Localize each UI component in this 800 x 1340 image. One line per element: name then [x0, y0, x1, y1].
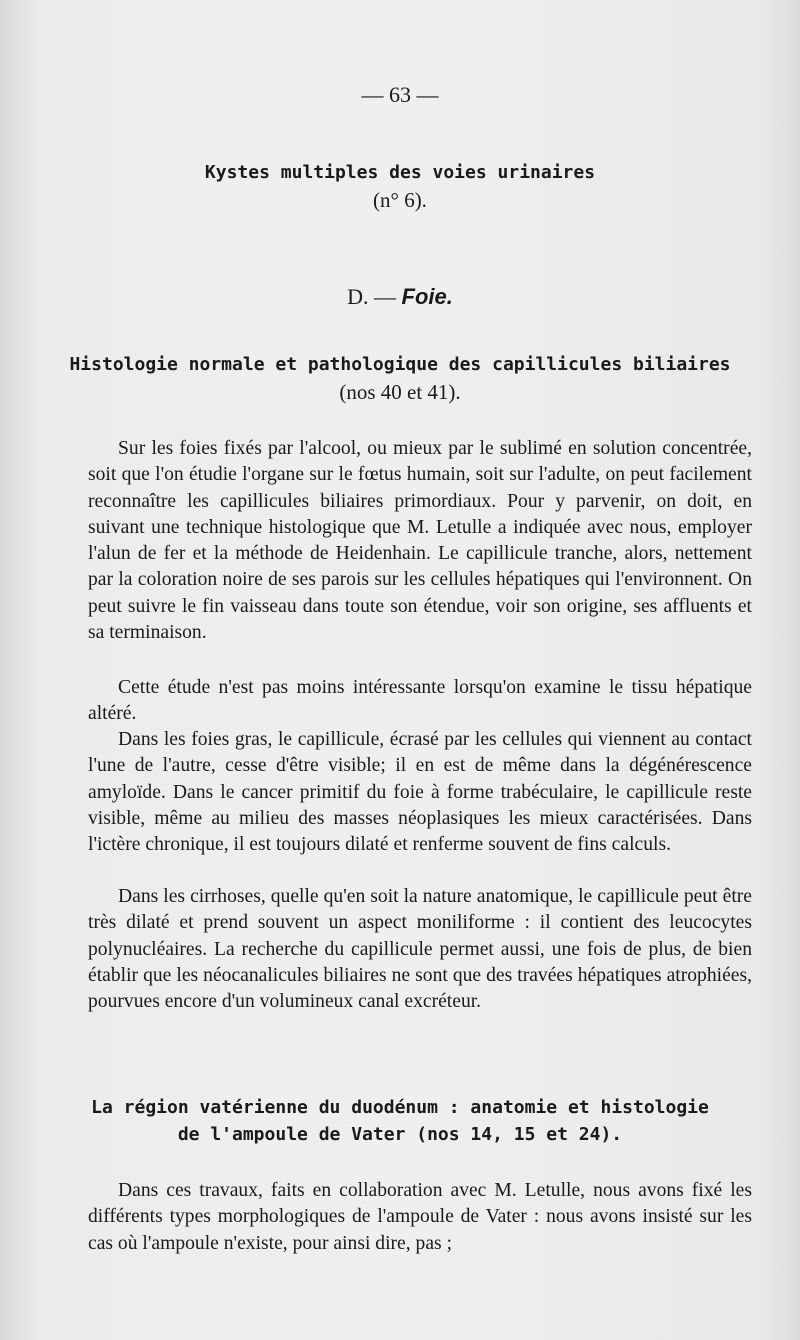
paragraph-5: Dans ces travaux, faits en collaboration avec M. Letulle, nous avons fixé les différents types morphologiques de l'ampoule de Vater : nous avons insisté sur les cas où l'ampoule n'existe, pour ainsi dire, pas ;: [88, 1180, 752, 1254]
section-heading-foie: [0, 284, 800, 310]
section-ref-kystes: (n° 6).: [373, 188, 427, 212]
paragraph-2: Cette étude n'est pas moins intéressante lorsqu'on examine le tissu hépatique altéré.: [88, 677, 752, 725]
paragraph-4: Dans les cirrhoses, quelle qu'en soit la nature anatomique, le capillicule peut être très dilaté et prend souvent un aspect moniliforme : il contient des leucocytes polynucléaires. La recherche du capillicule permet aussi, une fois de plus, de bien établir que les néocanalicules biliaires ne sont que des travées hépatiques atrophiées, pourvues encore d'un volumineux canal excréteur.: [88, 886, 752, 1013]
section-title-histologie: Histologie normale et pathologique des capillicules biliaires: [69, 354, 731, 375]
section-title-vater-line2: de l'ampoule de Vater (nos 14, 15 et 24).: [177, 1124, 623, 1145]
paragraph-1: Sur les foies fixés par l'alcool, ou mieux par le sublimé en solution concentrée, soit que l'on étudie l'organe sur le fœtus humain, soit sur l'adulte, on peut facilement reconnaître les capillicules biliaires primordiaux. Pour y parvenir, on doit, en suivant une technique histologique que M. Letulle a indiquée avec nous, employer l'alun de fer et la méthode de Heidenhain. Le capillicule tranche, alors, nettement par la coloration noire de ses parois sur les cellules hépatiques qui l'environnent. On peut suivre le fin vaisseau dans toute son étendue, voir son origine, ses affluents et sa terminaison.: [88, 438, 752, 644]
section-title-kystes: Kystes multiples des voies urinaires: [204, 162, 596, 183]
paragraph-3: Dans les foies gras, le capillicule, écrasé par les cellules qui viennent au contact l'une de l'autre, cesse d'être visible; il en est de même dans la dégénérescence amyloïde. Dans le cancer primitif du foie à forme trabéculaire, le capillicule reste visible, même au milieu des masses néoplasiques les mieux caractérisées. Dans l'ictère chronique, il est toujours dilaté et renferme souvent de fins calculs.: [88, 729, 752, 856]
section-title-vater-line1: La région vatérienne du duodénum : anatomie et histologie: [91, 1097, 709, 1118]
section-ref-histologie: (nos 40 et 41).: [339, 380, 461, 404]
section-prefix: D. —: [347, 284, 397, 309]
section-name: Foie.: [401, 284, 453, 309]
page-number: — 63 —: [361, 82, 439, 107]
